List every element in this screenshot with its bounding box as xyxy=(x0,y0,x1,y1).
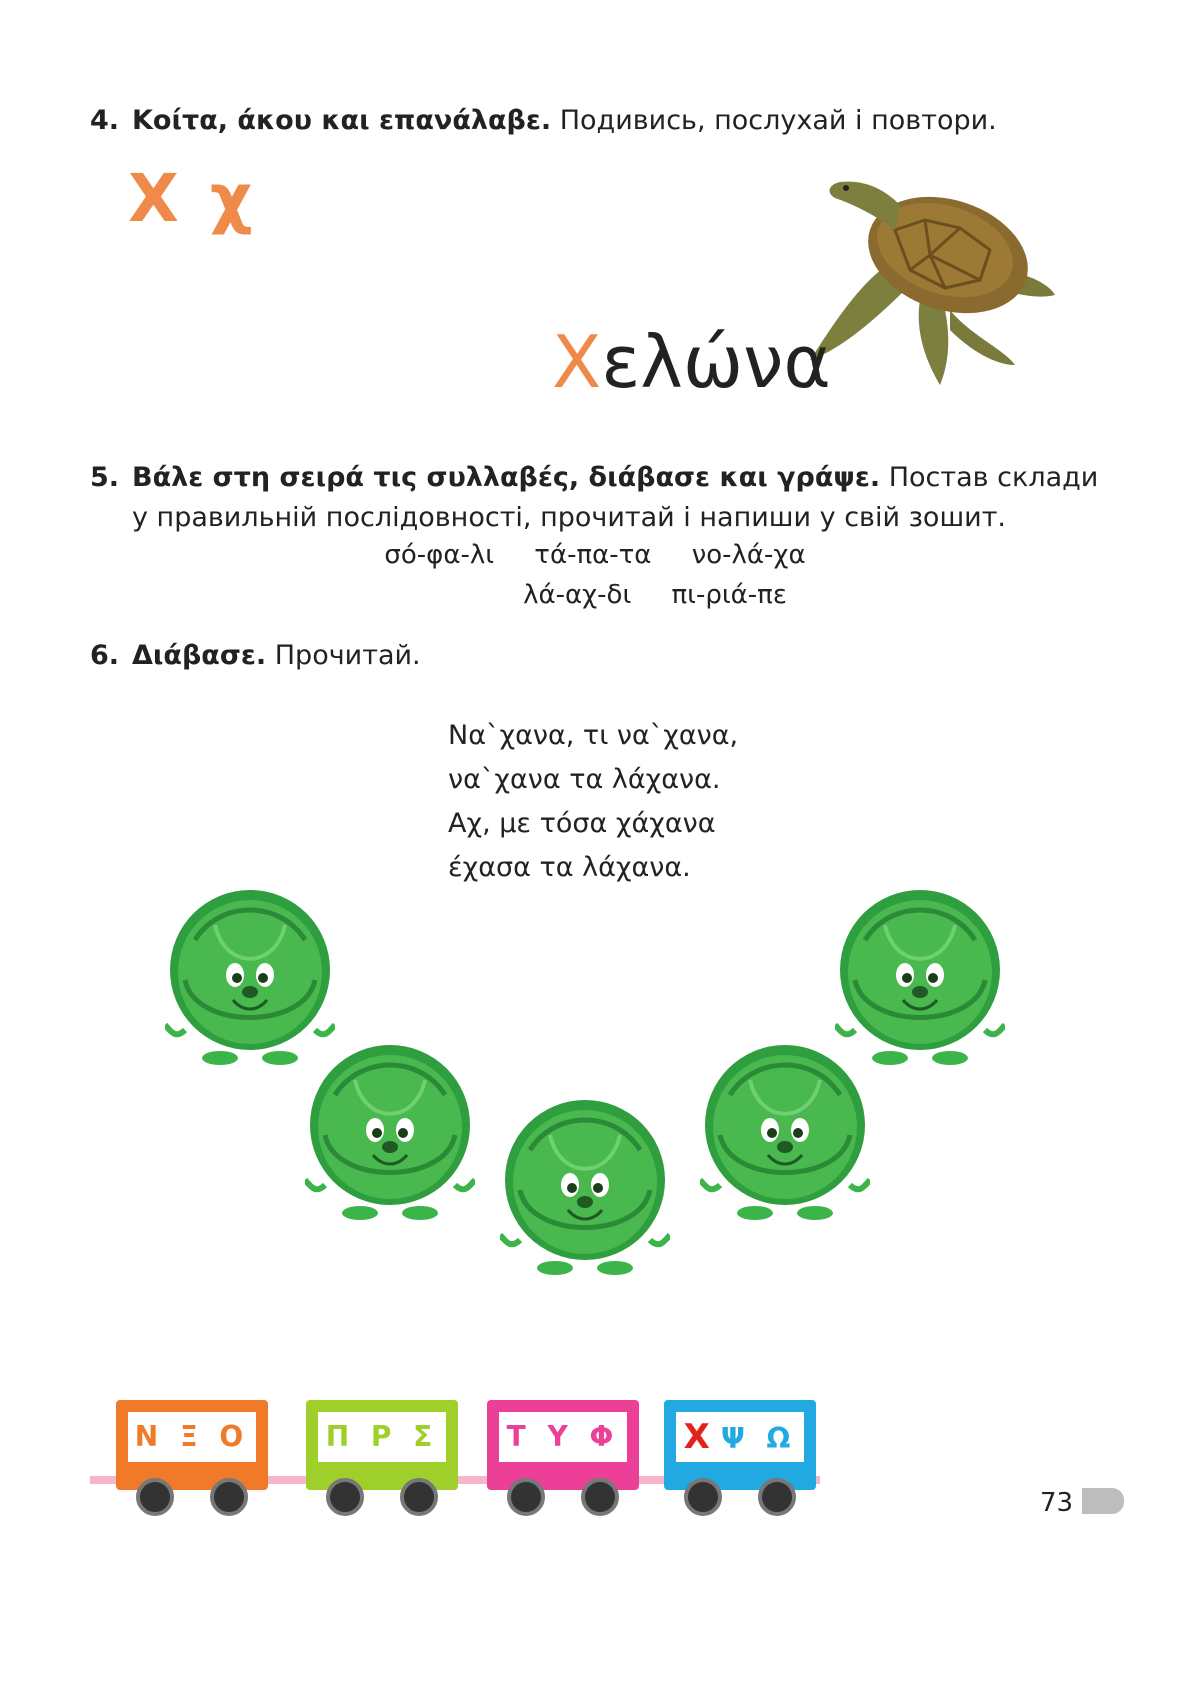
train-wheel xyxy=(136,1478,174,1516)
train-car xyxy=(487,1400,639,1490)
syllable-group: νο-λά-χα xyxy=(691,540,806,570)
train-car-letters: Ν Ξ Ο xyxy=(134,1420,250,1453)
train-car xyxy=(664,1400,816,1490)
poem-line: Να`χανα, τι να`χανα, xyxy=(448,720,739,751)
cabbage-character xyxy=(305,1035,475,1225)
task-instruction-greek: Βάλε στη σειρά τις συλλαβές, διάβασε και γράψε. xyxy=(132,462,881,493)
syllable-group: τά-πα-τα xyxy=(534,540,652,570)
train-wheel xyxy=(684,1478,722,1516)
cabbage-character xyxy=(500,1090,670,1280)
poem-line: να`χανα τα λάχανα. xyxy=(448,764,721,795)
poem-line: έχασα τα λάχανα. xyxy=(448,852,691,883)
train-car-letters: Ψ Ω xyxy=(720,1422,797,1455)
train-wheel xyxy=(581,1478,619,1516)
syllables-row-2 xyxy=(60,580,1190,610)
poem-line: Αχ, με τόσα χάχανα xyxy=(448,808,716,839)
task-number: 4. xyxy=(90,105,120,136)
cabbage-character xyxy=(835,880,1005,1070)
syllable-group: πι-ριά-πε xyxy=(671,580,787,610)
lowercase-letter: χ xyxy=(209,160,257,237)
task-4 xyxy=(90,101,997,141)
task-6 xyxy=(90,636,421,676)
train-car-highlight-letter: Χ xyxy=(683,1417,716,1457)
syllables-row-1 xyxy=(0,540,1190,570)
page-tab xyxy=(1082,1488,1124,1514)
task-instruction-ukrainian: Подивись, послухай і повтори. xyxy=(559,105,997,136)
train-car-letters: Π Ρ Σ xyxy=(325,1420,439,1453)
train-wheel xyxy=(758,1478,796,1516)
train-wheel xyxy=(326,1478,364,1516)
task-instruction-ukrainian: Прочитай. xyxy=(274,640,421,671)
letter-pair xyxy=(128,160,256,237)
task-number: 5. xyxy=(90,462,120,493)
task-instruction-greek: Διάβασε. xyxy=(132,640,267,671)
train-car-letters: Τ Υ Φ xyxy=(506,1420,620,1453)
task-number: 6. xyxy=(90,640,120,671)
train-car xyxy=(306,1400,458,1490)
task-instruction-greek: Κοίτα, άκου και επανάλαβε. xyxy=(132,105,552,136)
uppercase-letter: Χ xyxy=(128,160,183,237)
train-car xyxy=(116,1400,268,1490)
task-instruction-ukrainian: Постав склади xyxy=(888,462,1099,493)
train-wheel xyxy=(210,1478,248,1516)
syllable-group: λά-αχ-δι xyxy=(523,580,632,610)
turtle-illustration xyxy=(800,160,1060,390)
word-rest: ελώνα xyxy=(601,320,831,404)
syllable-group: σό-φα-λι xyxy=(384,540,495,570)
poem xyxy=(448,714,738,890)
word-first-letter: Χ xyxy=(552,320,602,404)
train-wheel xyxy=(400,1478,438,1516)
task-5-line-2: у правильній послідовності, прочитай і напиши у свій зошит. xyxy=(132,502,1007,533)
task-5 xyxy=(90,458,1110,498)
word-turtle xyxy=(552,320,831,404)
page-number: 73 xyxy=(1040,1488,1074,1518)
train-wheel xyxy=(507,1478,545,1516)
